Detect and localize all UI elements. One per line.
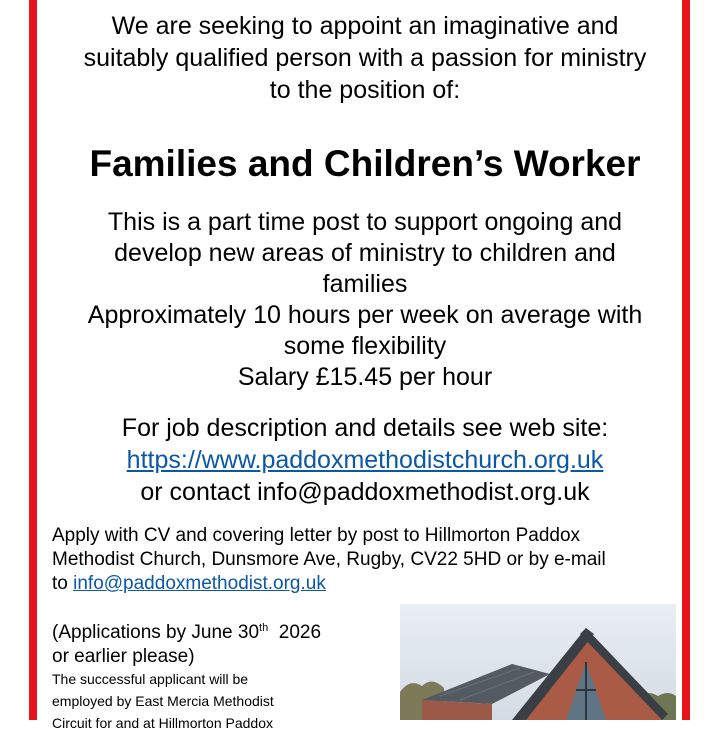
deadline-line [52, 621, 392, 645]
job-title: Families and Children’s Worker [89, 143, 641, 184]
contact-section [40, 412, 690, 508]
post-line: develop new areas of ministry to children and [114, 239, 616, 267]
application-deadline [52, 621, 392, 669]
intro-line: to the position of: [269, 76, 461, 104]
employment-line: The successful applicant will be [52, 671, 249, 687]
post-line: This is a part time post to support ongoing and [107, 208, 623, 236]
post-line: families [322, 270, 408, 298]
employment-note [52, 668, 392, 734]
website-link[interactable]: https://www.paddoxmethodistchurch.org.uk [126, 446, 604, 474]
contact-email-line: or contact info@paddoxmethodist.org.uk [140, 478, 590, 506]
intro-line: suitably qualified person with a passion for ministry [83, 44, 647, 72]
employment-line: employed by East Mercia Methodist [52, 693, 274, 709]
apply-line: Apply with CV and covering letter by post to Hillmorton Paddox [52, 525, 581, 546]
apply-instructions [52, 524, 682, 596]
deadline-year: 2026 [268, 622, 322, 643]
church-photo [400, 604, 676, 720]
email-link[interactable]: info@paddoxmethodist.org.uk [73, 573, 326, 594]
church-building-image [400, 604, 676, 720]
apply-prefix: to [52, 573, 74, 594]
deadline-line-2: or earlier please) [52, 646, 195, 667]
employment-line: Circuit for and at Hillmorton Paddox [52, 715, 273, 731]
post-line: some flexibility [283, 332, 447, 360]
contact-intro: For job description and details see web site: [121, 414, 609, 442]
apply-line: Methodist Church, Dunsmore Ave, Rugby, CV22 5HD or by e-mail [52, 549, 606, 570]
deadline-ordinal: th [259, 622, 269, 634]
deadline-prefix: (Applications by June 30 [52, 622, 260, 643]
post-line: Approximately 10 hours per week on average with [87, 301, 643, 329]
left-red-border [29, 0, 37, 720]
post-details [40, 207, 690, 393]
salary-line: Salary £15.45 per hour [237, 363, 493, 391]
intro-text [40, 10, 690, 106]
apply-line-email [52, 572, 682, 596]
intro-line: We are seeking to appoint an imaginative and [111, 12, 619, 40]
